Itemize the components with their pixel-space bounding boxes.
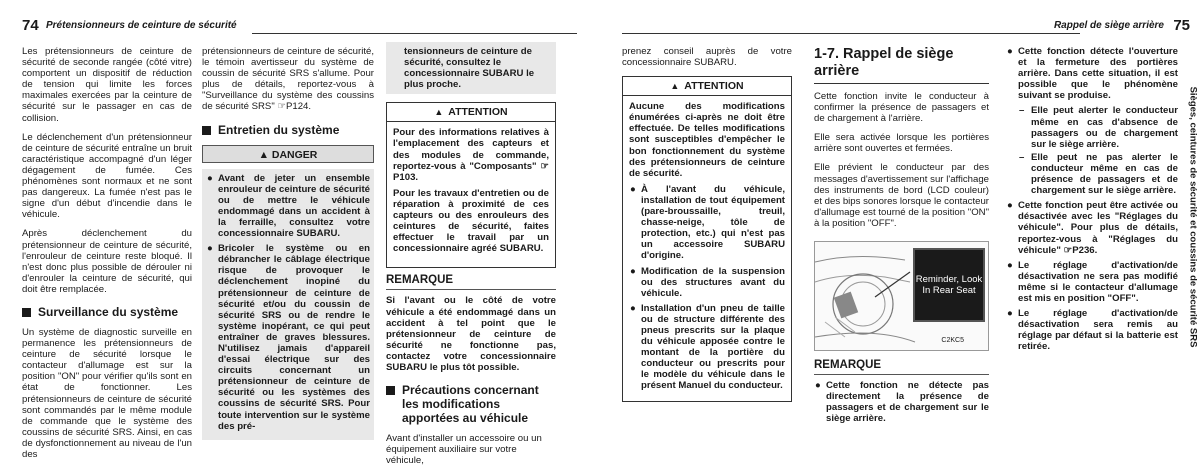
square-bullet-icon — [22, 308, 31, 317]
list-item: ● À l'avant du véhicule, installation de tout équipement (pare-broussaille, treuil, chasse-neige, tôle de protection, etc.) qui n'est pas un accessoire SUBARU d'origine. — [630, 183, 785, 262]
section-heading: Surveillance du système — [22, 305, 192, 319]
paragraph: Si l'avant ou le côté de votre véhicule a été endommagé dans un accident à tel point que le prétensionneur de ceinture de sécurité ne fonctionne pas, contactez votre concessionnaire SUBARU le plus tôt possible. — [386, 295, 556, 373]
paragraph: Elle prévient le conducteur par des messages d'avertissement sur l'affichage des instruments de bord (LCD couleur) et des bips sonores lorsque le contacteur d'allumage est tourné de la position "ON" à la position "OFF". — [814, 162, 989, 229]
header-rule — [252, 33, 577, 34]
page-number: 75 — [1173, 17, 1190, 34]
right-page — [610, 0, 1200, 425]
paragraph: Après déclenchement du prétensionneur de ceinture de sécurité, l'enrouleur de ceinture reste bloqué. Il n'est donc plus possible de dérouler ni d'enrouler la ceinture de sécurité, qui doit être remplacée. — [22, 228, 192, 295]
section-heading: Précautions concernant les modifications apportées au véhicule — [386, 383, 556, 425]
list-item: ● Installation d'un pneu de taille ou de structure différente des pneus prescrits sur la plaque du véhicule apposée contre le montant de la portière du conducteur ou prescrits pour le modèle du véhicule dans le présent Manuel du conducteur. — [630, 302, 785, 392]
list-item: ● Cette fonction ne détecte pas directement la présence de passagers et de chargement sur le siège arrière. — [815, 380, 989, 425]
section-title: 1-7. Rappel de siège arrière — [814, 46, 989, 84]
text-column-3 — [1006, 46, 1178, 356]
section-heading: Entretien du système — [202, 123, 374, 137]
list-item: ● Le réglage d'activation/de désactivation ne sera pas modifié même si le contacteur d'allumage est mis en position "OFF". — [1007, 259, 1178, 304]
paragraph: Pour les travaux d'entretien ou de réparation à proximité de ces capteurs ou des enrouleurs des ceintures de sécurité, faites effectuer le travail par un concessionnaire agréé SUBARU. — [393, 187, 549, 255]
attention-label: ▲ ATTENTION — [623, 77, 791, 96]
attention-box — [386, 102, 556, 268]
page-header — [22, 17, 577, 35]
list-item: ● Le réglage d'activation/de désactivation sera remis au réglage par défaut si la batterie est retirée. — [1007, 308, 1178, 353]
danger-continued: tensionneurs de ceinture de sécurité, consultez le concessionnaire SUBARU le plus proche. — [386, 42, 556, 94]
text-column-3 — [386, 42, 556, 474]
page-header-title: Rappel de siège arrière — [1053, 20, 1164, 31]
text-column-2 — [814, 46, 989, 428]
list-item: ● Modification de la suspension ou des structures avant du véhicule. — [630, 265, 785, 299]
reminder-message: Reminder, Look In Rear Seat — [913, 248, 985, 322]
page-header-title: Prétensionneurs de ceinture de sécurité — [46, 20, 237, 31]
remarque-heading: REMARQUE — [386, 274, 556, 290]
paragraph: Un système de diagnostic surveille en permanence les prétensionneurs de ceinture de sécurité lorsque le contacteur d'allumage est sur la position "ON" pour vérifier qu'ils sont en état de fonctionner. Les prétensionneurs de ceinture de sécurité sont commandés par le même module de commande que le système des coussins de sécurité SRS. Ainsi, en cas de dysfonctionnement au niveau de l'un des — [22, 326, 192, 460]
paragraph: Avant d'installer un accessoire ou un équipement auxiliaire sur votre véhicule, — [386, 433, 542, 467]
warning-triangle-icon: ▲ — [434, 107, 444, 118]
dash-item: – Elle peut alerter le conducteur même en cas d'absence de passagers ou de chargement sur le siège arrière. — [1019, 105, 1178, 150]
paragraph: prenez conseil auprès de votre concessionnaire SUBARU. — [622, 46, 792, 69]
remarque-heading: REMARQUE — [814, 359, 989, 375]
list-item: ● Avant de jeter un ensemble enrouleur de ceinture de sécurité ou de mettre le véhicule endommagé dans un accident à la ferraille, consultez votre concessionnaire SUBARU. — [207, 172, 370, 240]
dashboard-figure — [814, 241, 989, 351]
paragraph: Le déclenchement d'un prétensionneur de ceinture de sécurité entraîne un bruit caractéristique accompagné d'un léger dégagement de fumée. Ces phénomènes sont normaux et ne sont pas dangereux. La fumée n'est pas le signe d'un début d'incendie dans le véhicule. — [22, 131, 192, 221]
text-column-1 — [622, 46, 792, 402]
list-item: ● Cette fonction peut être activée ou désactivée avec les "Réglages du véhicule". Pour plus de détails, reportez-vous à "Réglages du véhicule" ☞P236. — [1007, 200, 1178, 256]
figure-code: C2KC5 — [941, 336, 964, 344]
paragraph: Les prétensionneurs de ceinture de sécurité de seconde rangée (côté vitre) comportent un dispositif de réduction de tension qui limite les forces maximales exercées par la ceinture de sécurité sur le passager en cas de collision. — [22, 46, 192, 124]
warning-triangle-icon: ▲ — [258, 148, 272, 161]
dash-item: – Elle peut ne pas alerter le conducteur même en cas de présence de passagers et de chargement sur le siège arrière. — [1019, 151, 1178, 197]
square-bullet-icon — [202, 126, 211, 135]
square-bullet-icon — [386, 386, 395, 395]
header-rule — [622, 33, 1080, 34]
attention-label: ▲ ATTENTION — [387, 103, 555, 122]
danger-label: ▲ DANGER — [202, 145, 374, 163]
list-item: ● Bricoler le système ou en débrancher le câblage électrique risque de provoquer le déclenchement inopiné du prétensionneur de ceinture de sécurité et/ou du coussin de sécurité SRS ou de rendre le système inopérant, ce qui peut entraîner de graves blessures. N'utilisez jamais d'appareil d'essai électrique sur des circuits concernant un prétensionneur de ceinture de sécurité ou les systèmes des coussins de sécurité SRS. Pour toute intervention sur le système des pré- — [207, 243, 370, 432]
list-item: ● Cette fonction détecte l'ouverture et la fermeture des portières arrière. Dans cette situation, il est possible que le phénomène suivant se produise. — [1007, 46, 1178, 102]
paragraph: Cette fonction invite le conducteur à confirmer la présence de passagers et de chargement à l'arrière. — [814, 91, 989, 125]
danger-box — [202, 169, 374, 440]
warning-triangle-icon: ▲ — [670, 81, 680, 92]
paragraph: Pour des informations relatives à l'emplacement des capteurs et des modules de commande, reportez-vous à "Composants" ☞P103. — [393, 127, 549, 183]
attention-box — [622, 76, 792, 401]
paragraph: Aucune des modifications énumérées ci-après ne doit être effectuée. De telles modifications sont susceptibles d'empêcher le bon fonctionnement du système des prétensionneurs de ceinture de sécurité. — [629, 101, 785, 179]
left-page — [0, 0, 590, 467]
page-number: 74 — [22, 17, 39, 34]
paragraph: Elle sera activée lorsque les portières arrière sont ouvertes et fermées. — [814, 132, 989, 155]
page-header — [622, 17, 1190, 35]
side-tab: Sièges, ceintures de sécurité et coussins de sécurité SRS — [1187, 86, 1199, 348]
text-column-2 — [202, 46, 374, 440]
paragraph: prétensionneurs de ceinture de sécurité, le témoin avertisseur du système de coussin de sécurité SRS s'allume. Pour plus de détails, reportez-vous à "Surveillance du système des coussins de sécurité SRS" ☞P124. — [202, 46, 374, 113]
text-column-1 — [22, 46, 192, 468]
